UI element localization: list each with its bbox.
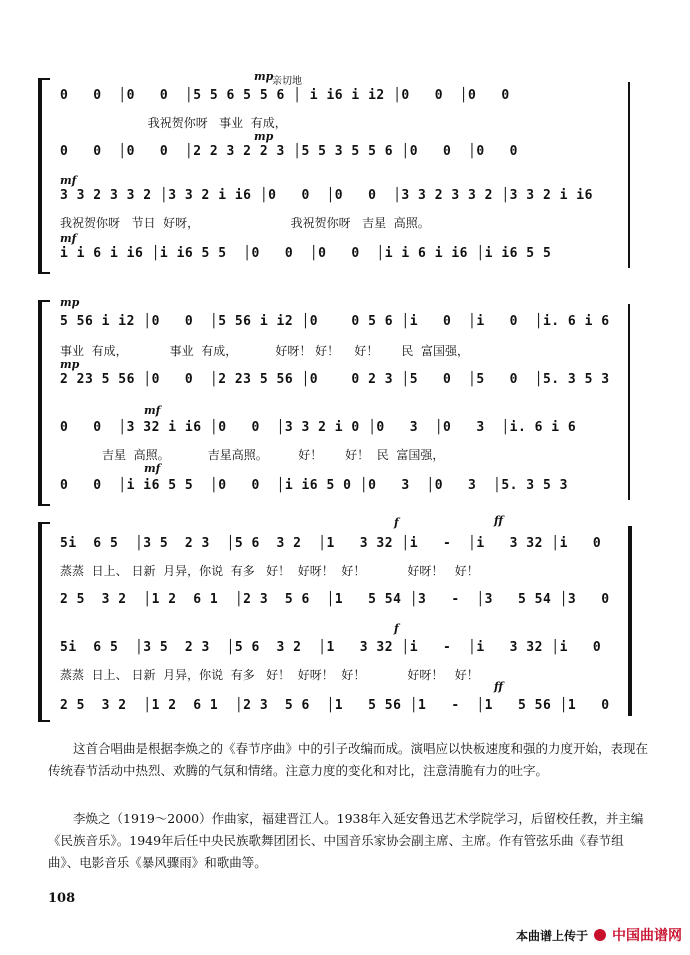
lyric-row: 事业 有成， 事业 有成， 好呀！ 好！ 好！ 民 富国强， <box>60 344 469 358</box>
dynamic-mark: f <box>394 516 399 529</box>
notation-row: i i 6 i i6 │i i6 5 5 │0 0 │0 0 │i i 6 i i6 │i i6 5 5 <box>60 246 552 261</box>
dynamic-mark: ff <box>494 514 504 527</box>
notation-row: 0 0 │0 0 │5 5 6 5 5 6 │ i i6 i i2 │0 0 │0 0 <box>60 88 527 103</box>
notation-row: 2 5 3 2 │1 2 6 1 │2 3 5 6 │1 5 54 │3 - │3 5 54 │3 0 <box>60 592 610 607</box>
system-brace <box>38 78 50 274</box>
system-barline <box>628 304 630 500</box>
dynamic-mark: mf <box>60 232 77 245</box>
lyric-row: 蒸蒸 日上、 日新 月异，你说 有多 好！ 好呀！ 好！ 好呀！ 好！ <box>60 668 479 682</box>
lyric-row: 我祝贺你呀 节日 好呀， 我祝贺你呀 吉星 高照。 <box>60 216 430 230</box>
dynamic-mark: ff <box>494 680 504 693</box>
commentary-paragraph-1: 这首合唱曲是根据李焕之的《春节序曲》中的引子改编而成。演唱应以快板速度和强的力度开始，表现在传统春节活动中热烈、欢腾的气氛和情绪。注意力度的变化和对比，注意清脆有力的吐字。 <box>48 741 649 778</box>
notation-row: 3 3 2 3 3 2 │3 3 2 i i6 │0 0 │0 0 │3 3 2 3 3 2 │3 3 2 i i6 <box>60 188 593 203</box>
dynamic-mark: mp <box>60 358 80 371</box>
dynamic-mark: mp <box>254 70 274 83</box>
lyric-row: 蒸蒸 日上、 日新 月异，你说 有多 好！ 好呀！ 好！ 好呀！ 好！ <box>60 564 479 578</box>
system-brace <box>38 300 50 506</box>
notation-row: 0 0 │3 32 i i6 │0 0 │3 3 2 i 0 │0 3 │0 3 │i. 6 i 6 <box>60 420 577 435</box>
upload-text: 本曲谱上传于 <box>515 928 588 943</box>
lyric-row: 我祝贺你呀 事业 有成， <box>60 116 287 130</box>
notation-row: 0 0 │0 0 │2 2 3 2 2 3 │5 5 3 5 5 6 │0 0 │0 0 <box>60 144 535 159</box>
page-number: 108 <box>48 891 76 906</box>
dynamic-mark: mp <box>254 130 274 143</box>
system-barline <box>628 82 630 268</box>
final-barline <box>628 526 632 716</box>
notation-row: 2 5 3 2 │1 2 6 1 │2 3 5 6 │1 5 56 │1 - │1 5 56 │1 0 <box>60 698 610 713</box>
dynamic-mark: mf <box>144 462 161 475</box>
notation-row: 5 56 i i2 │0 0 │5 56 i i2 │0 0 5 6 │i 0 │i 0 │i. 6 i 6 <box>60 314 610 329</box>
commentary-paragraph-2: 李焕之（1919～2000）作曲家，福建晋江人。1938年入延安鲁迅艺术学院学习，后留校任教，并主编《民族音乐》。1949年后任中央民族歌舞团团长、中国音乐家协会副主席、主席。作有管弦乐曲《春节组曲》、电影音乐《暴风骤雨》和歌曲等。 <box>48 811 644 870</box>
score-system-1 <box>44 70 644 274</box>
notation-row: 2 23 5 56 │0 0 │2 23 5 56 │0 0 2 3 │5 0 │5 0 │5. 3 5 3 <box>60 372 610 387</box>
score-system-3 <box>44 514 644 722</box>
footer-credit <box>516 925 682 945</box>
notation-row: 5i 6 5 │3 5 2 3 │5 6 3 2 │1 3 32 │i - │i 3 32 │i 0 <box>60 640 602 655</box>
notation-row: 0 0 │i i6 5 5 │0 0 │i i6 5 0 │0 3 │0 3 │5. 3 5 3 <box>60 478 568 493</box>
lyric-row: 吉星 高照。 吉星高照。 好！ 好！ 民 富国强， <box>60 448 445 462</box>
score-system-2 <box>44 296 644 506</box>
tempo-expression: 亲切地 <box>272 76 302 87</box>
dynamic-mark: mp <box>60 296 80 309</box>
site-name[interactable]: 中国曲谱网 <box>612 928 682 944</box>
dynamic-mark: mf <box>60 174 77 187</box>
dynamic-mark: f <box>394 622 399 635</box>
dynamic-mark: mf <box>144 404 161 417</box>
system-brace <box>38 522 50 722</box>
notation-row: 5i 6 5 │3 5 2 3 │5 6 3 2 │1 3 32 │i - │i 3 32 │i 0 <box>60 536 602 551</box>
site-logo-icon <box>594 929 606 941</box>
